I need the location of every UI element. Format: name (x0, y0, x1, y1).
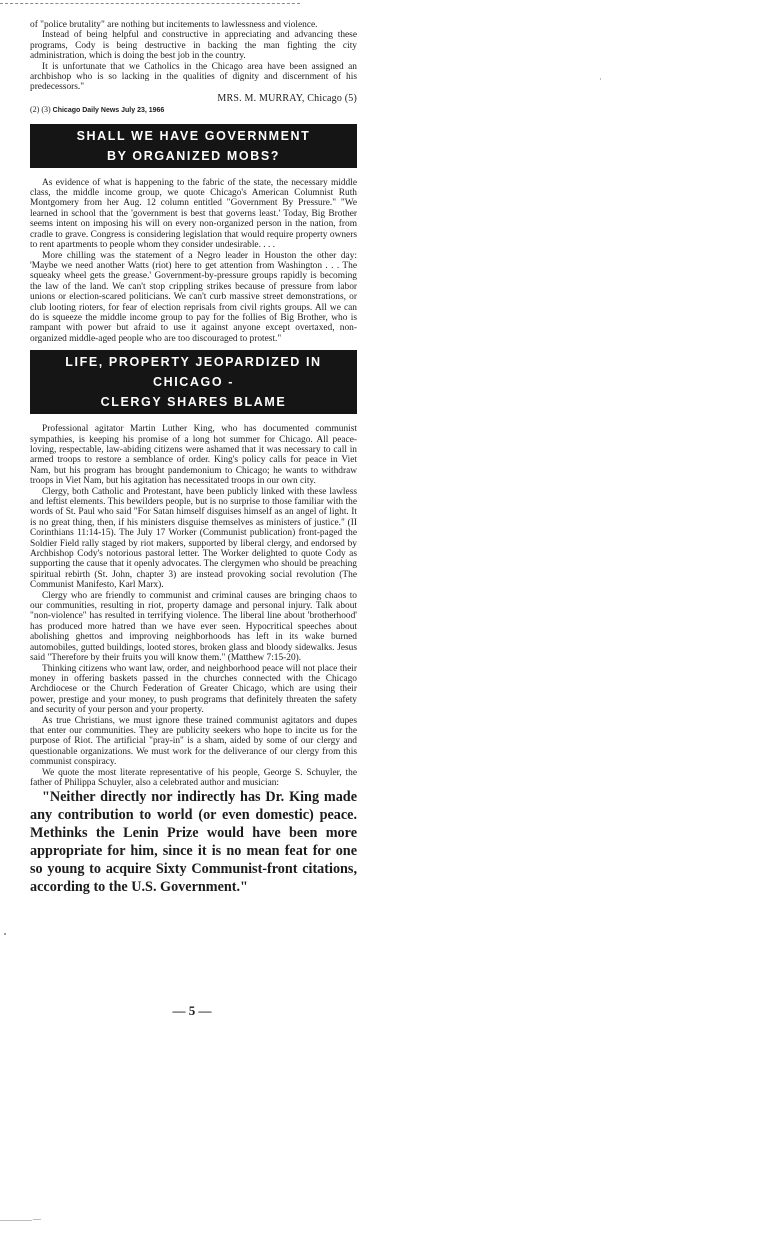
headline-organized-mobs (30, 124, 357, 168)
headline-line: CLERGY SHARES BLAME (100, 395, 287, 410)
top-dashed-rule (0, 3, 300, 4)
headline-line: SHALL WE HAVE GOVERNMENT (76, 128, 311, 143)
scan-mark (0, 1220, 32, 1221)
scan-mark (600, 78, 601, 80)
scan-mark (4, 933, 6, 935)
headline-line: LIFE, PROPERTY JEOPARDIZED IN CHICAGO - (65, 355, 322, 390)
body-paragraph: Clergy who are friendly to communist and criminal causes are bringing chaos to our communities, resulting in riot, property damage and personal injury. Talk about "non-violence" has resulted in terrifying violence. The liberal line about 'brotherhood' has produced more hatred than we have ever seen. Hypocritical speeches about abolishing ghettos and improving neighborhoods has left in its wake burned automobiles, gutted buildings, looted stores, broken glass and bloody sidewalks. Jesus said "Therefore by their fruits you will know them." (Matthew 7:15-20). (30, 590, 357, 664)
scan-mark (33, 1219, 41, 1220)
citation-source: Chicago Daily News July 23, 1966 (52, 107, 165, 115)
body-paragraph: Thinking citizens who want law, order, and neighborhood peace will not place their money in offering baskets passed in the churches connected with the Chicago Archdiocese or the Church Federation of Greater Chicago, which are using their power, prestige and your money, to push programs that definitely threaten the safety and security of your person and your property. (30, 663, 357, 716)
section-clergy-blame (30, 424, 357, 896)
page-number: — 5 — (172, 1003, 212, 1018)
body-paragraph: As evidence of what is happening to the fabric of the state, the necessary middle class, the middle income group, we quote Chicago's American Columnist Ruth Montgomery from her Aug. 12 column entitled "Government By Pressure." "We learned in school that the 'government is best that governs least.' Today, Big Brother seems intent on imposing his will on every non-organized person in the nation, from cradle to grave. Congress is considering legislation that would require property owners to rent apartments to people whom they consider undesirable. . . . (30, 177, 357, 251)
article-column (30, 20, 357, 896)
letter-continuation (30, 20, 357, 117)
headline-line: BY ORGANIZED MOBS? (106, 148, 281, 163)
headline-life-property (30, 350, 357, 414)
letter-paragraph: It is unfortunate that we Catholics in the Chicago area have been assigned an archbishop who is so lacking in the qualities of dignity and discernment of his predecessors." (30, 61, 357, 93)
body-paragraph: Professional agitator Martin Luther King, who has documented communist sympathies, is keeping his promise of a long hot summer for Chicago. All peace-loving, respectable, law-abiding citizens were ashamed that it was necessary to call in armed troops to restore a semblance of order. King's policy calls for peace in Viet Nam, but his program has brought pandemonium to Chicago; he wants to withdraw troops in Viet Nam, but his agitation has necessitated troops in our own city. (30, 424, 357, 487)
letter-paragraph: of "police brutality" are nothing but incitements to lawlessness and violence. (30, 20, 318, 30)
letter-paragraph: Instead of being helpful and constructive in appreciating and advancing these programs, Cody is being destructive in backing the man fighting the city administration, which is doing the best job in the country. (30, 30, 357, 62)
schuyler-quote: "Neither directly nor indirectly has Dr. King made any contribution to world (or even domestic) peace. Methinks the Lenin Prize would have been more appropriate for him, since it is no mean feat for one so young to acquire Sixty Communist-front citations, according to the U.S. Government." (30, 789, 357, 896)
citation (30, 105, 357, 116)
section-organized-mobs (30, 178, 357, 345)
body-paragraph: More chilling was the statement of a Negro leader in Houston the other day: 'Maybe we need another Watts (riot) here to get attention from Washington . . . The squeaky wheel gets the grease.' Government-by-pressure groups rapidly is becoming the law of the land. We can't stop crippling strikes because of pressure from labor unions or election-scared politicians. We can't curb massive street demonstrations, or club looting rioters, for fear of election reprisals from civil rights groups. All we can do is squeeze the middle income group to pay for the follies of Big Brother, who is rampant with power but afraid to use it against anyone except overtaxed, non-organized middle-aged people who are too discouraged to protest." (30, 250, 357, 344)
body-paragraph: We quote the most literate representative of his people, George S. Schuyler, the father of Philippa Schuyler, also a celebrated author and musician: (30, 767, 357, 788)
letter-signature: MRS. M. MURRAY, Chicago (5) (217, 92, 357, 104)
body-paragraph: As true Christians, we must ignore these trained communist agitators and dupes that enter our communities. They are publicity seekers who hope to incite us for the purpose of Riot. The artificial "pray-in" is a sham, aided by some of our clergy and questionable organizations. We must work for the deliverance of our clergy from this communist conspiracy. (30, 715, 357, 768)
body-paragraph: Clergy, both Catholic and Protestant, have been publicly linked with these lawless and leftist elements. This bewilders people, but is no surprise to those familiar with the words of St. Paul who said "For Satan himself disguises himself as an angel of light. It is no great thing, then, if his ministers disguise themselves as ministers of justice." (II Corinthians 11:14-15). The July 17 Worker (Communist publication) front-paged the Soldier Field rally staged by riot makers, supported by liberal clergy, and endorsed by Archbishop Cody's notorious pastoral letter. The Worker delighted to quote Cody as supporting the cause that it openly advocates. The clergymen who should be preaching spiritual rebirth (St. John, chapter 3) are instead provoking social revolution (The Communist Manifesto, Karl Marx). (30, 486, 357, 591)
citation-marks: (2) (3) (30, 105, 51, 115)
